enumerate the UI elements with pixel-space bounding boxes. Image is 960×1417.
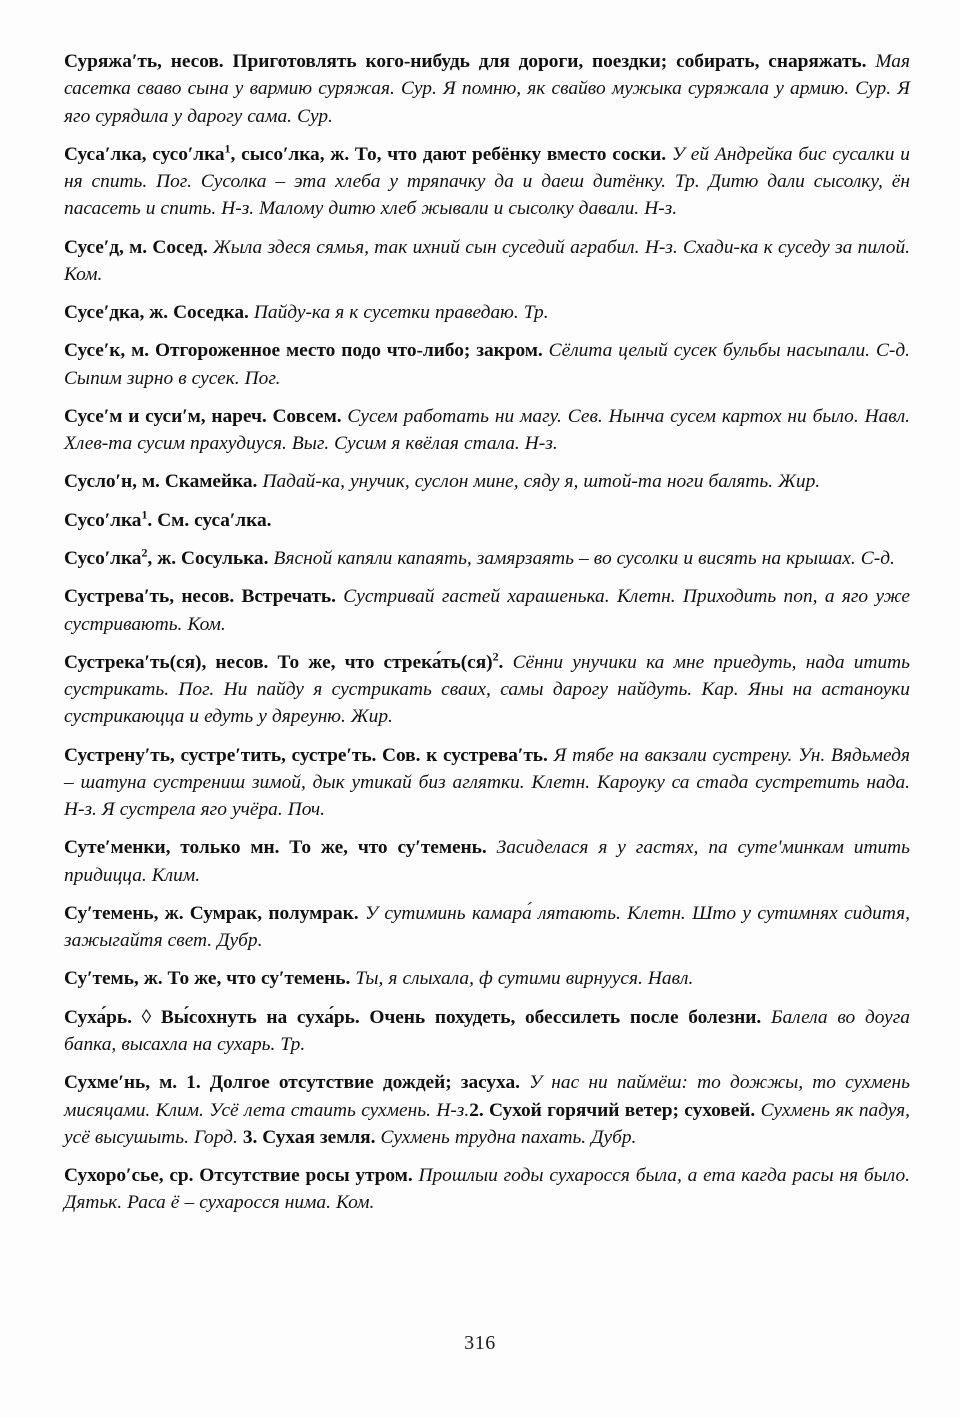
entry-examples: Жыла здеся сямья, так ихний сын суседий аграбил. Н-з. Схади-ка к суседу за пилой. Ком.	[64, 236, 910, 285]
dictionary-entry-susedka	[64, 299, 910, 326]
dictionary-entry-sutemenki	[64, 834, 910, 889]
entry-headword: Сухмеʹнь, м. 1. Долгое отсутствие дождей; засуха.	[64, 1072, 520, 1094]
entry-examples: Засиделася я у гастях, па сутеʹминкам итить придицца. Клим.	[64, 837, 910, 886]
entry-headword: Суха́рь. ◊ Вы́сохнуть на суха́рь. Очень похудеть, обессилеть после болезни.	[64, 1006, 762, 1028]
entry-headword: Сусеʹд, м. Сосед.	[64, 236, 208, 258]
dictionary-entry-susek	[64, 337, 910, 392]
page-text-column	[64, 48, 910, 1217]
page-number: 316	[464, 1332, 496, 1354]
dictionary-entry-sutem	[64, 965, 910, 992]
entry-examples: Сёлита целый сусек бульбы насыпали. С-д. Сыпим зирно в сусек. Пог.	[64, 340, 910, 389]
entry-headword: Сустренуʹть, сустреʹтить, сустреʹть. Сов. к сустреваʹть.	[64, 744, 548, 766]
dictionary-entry-susalka	[64, 141, 910, 223]
entry-headword: Сустреваʹть, несов. Встречать.	[64, 586, 336, 608]
dictionary-entry-susem	[64, 403, 910, 458]
dictionary-entry-sustrekat	[64, 649, 910, 731]
entry-headword: Сустрекаʹть(ся), несов. То же, что стрека́ть(ся)$^2$.	[64, 649, 504, 673]
entry-examples: Сустривай гастей харашенька. Клетн. Приходить поп, а яго уже сустривають. Ком.	[64, 586, 910, 635]
dictionary-entry-sustrevat	[64, 583, 910, 638]
entry-headword: Суʹтемень, ж. Сумрак, полумрак.	[64, 902, 359, 924]
entry-headword: Сутеʹменки, только мн. То же, что суʹтемень.	[64, 837, 487, 859]
entry-examples: Ты, я слыхала, ф сутими вирнууся. Навл.	[355, 968, 694, 990]
entry-examples: У ей Андрейка бис сусалки и ня спить. Пог. Сусолка – эта хлеба у тряпачку да и даеш дитёнку. Тр. Дитю дали сысолку, ён пасасеть и спить. Н-з. Малому дитю хлеб жывали и сысолку давали. Н-з.	[64, 143, 910, 220]
dictionary-entry-suhmen	[64, 1069, 910, 1151]
entry-headword: Сусоʹлка$^1$. См. сусаʹлка.	[64, 507, 272, 531]
dictionary-entry-sused	[64, 234, 910, 289]
entry-extra-senses: 2. Сухой горячий ветер; суховей. Сухмень як падуя, усё высушыть. Горд. 3. Сухая земля. Сухмень трудна пахать. Дубр.	[64, 1099, 910, 1148]
entry-examples: У сутиминь камара́ лятають. Клетн. Што у сутимнях сидитя, зажыгайтя свет. Дубр.	[64, 902, 910, 952]
dictionary-entry-sutemen	[64, 900, 910, 955]
entry-headword: Суʹтемь, ж. То же, что суʹтемень.	[64, 968, 351, 990]
entry-examples: Сусем работать ни магу. Сев. Нынча сусем картох ни было. Навл. Хлев-та сусим прахудиуся. Выг. Сусим я квёлая стала. Н-з.	[64, 405, 910, 455]
entry-headword: Сусеʹдка, ж. Соседка.	[64, 302, 249, 324]
entry-examples: Пайду-ка я к сусетки праведаю. Тр.	[253, 302, 549, 324]
dictionary-entry-suhar	[64, 1004, 910, 1059]
dictionary-entry-sustrenut	[64, 742, 910, 824]
entry-examples: Падай-ка, унучик, суслон мине, сяду я, штой-та ноги балять. Жир.	[262, 471, 821, 493]
entry-examples: У нас ни паймёш: то дожжы, то сухмень мисяцами. Клим. Усё лета стаить сухмень. Н-з.	[64, 1072, 910, 1121]
entry-examples: Сённи унучики ка мне приедуть, нада итить сустрикать. Пог. Ни пайду я сустрикать сваих, самы дарогу найдуть. Кар. Яны на астаноуки сустрикаюцца и едуть у дяреуню. Жир.	[64, 651, 910, 728]
entry-headword: Суслоʹн, м. Скамейка.	[64, 471, 258, 493]
entry-examples: Я тябе на вакзали сустрену. Ун. Вядьмедя – шатуна сустрениш зимой, дык утикай биз аглятки. Клетн. Кароуку са стада сустретить нада. Н-з. Я сустрела яго учёра. Поч.	[64, 744, 911, 821]
dictionary-entry-suryazhat	[64, 48, 910, 130]
entry-headword: Сусеʹк, м. Отгороженное место подо что-либо; закром.	[64, 340, 543, 362]
dictionary-entry-suhorosye	[64, 1162, 910, 1217]
entry-headword: Сусеʹм и сусиʹм, нареч. Совсем.	[64, 405, 342, 427]
entry-examples: Балела во доуга бапка, высахла на сухарь. Тр.	[64, 1006, 910, 1055]
entry-headword: Суряжаʹть, несов. Приготовлять кого-нибудь для дороги, поездки; собирать, снаряжать.	[64, 51, 867, 72]
dictionary-entry-susolka1	[64, 507, 910, 534]
entry-headword: Сухороʹсье, ср. Отсутствие росы утром.	[64, 1165, 413, 1187]
dictionary-entry-susolka2	[64, 545, 910, 572]
entry-headword: Сусаʹлка, сусоʹлка$^1$, сысоʹлка, ж. То, что дают ребёнку вместо соски.	[64, 141, 667, 165]
entry-examples: Мая сасетка сваво сына у вармию суряжая. Сур. Я помню, як свайво мужыка суряжала у армию. Сур. Я яго сурядила у дарогу сама. Сур.	[64, 51, 910, 127]
dictionary-entry-suslon	[64, 468, 910, 495]
entry-examples: Вясной капяли капаять, замярзаять – во сусолки и висять на крышах. С-д.	[273, 547, 895, 569]
entry-headword: Сусоʹлка$^2$, ж. Сосулька.	[64, 545, 269, 569]
entry-examples: Прошлыи годы сухаросся была, а ета кагда расы ня было. Дятьк. Раса ё – сухаросся нима. Ком.	[64, 1165, 910, 1214]
